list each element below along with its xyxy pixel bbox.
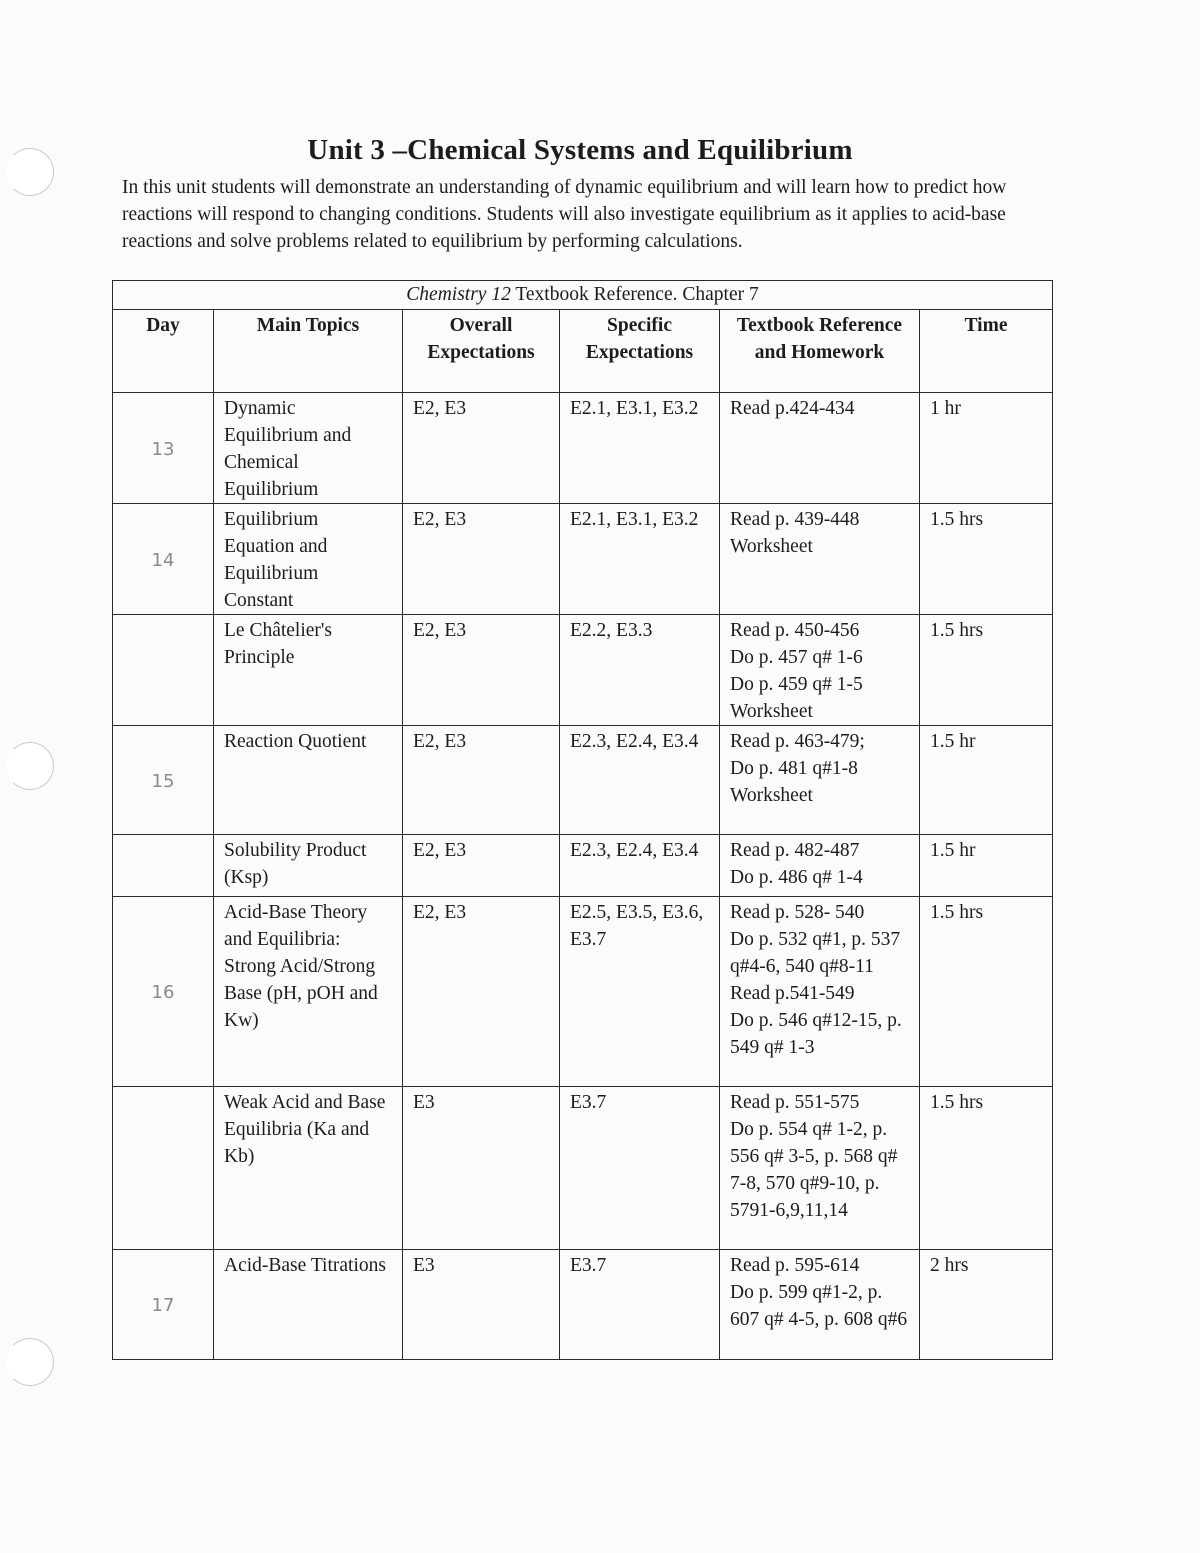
time-cell: 2 hrs xyxy=(920,1250,1053,1360)
day-cell: 14 xyxy=(113,504,214,615)
textbook-homework-cell: Read p. 551-575 Do p. 554 q# 1-2, p. 556 q# 3-5, p. 568 q# 7-8, 570 q#9-10, p. 5791-6,9,11,14 xyxy=(720,1087,920,1250)
specific-expectations-cell: E2.2, E3.3 xyxy=(560,615,720,726)
specific-expectations-cell: E2.3, E2.4, E3.4 xyxy=(560,835,720,897)
topic-cell: Dynamic Equilibrium and Chemical Equilibrium xyxy=(214,393,403,504)
time-cell: 1.5 hr xyxy=(920,835,1053,897)
specific-expectations-cell: E2.5, E3.5, E3.6, E3.7 xyxy=(560,897,720,1087)
table-row xyxy=(113,393,1053,504)
table-body xyxy=(113,393,1053,1360)
topic-cell: Le Châtelier's Principle xyxy=(214,615,403,726)
specific-expectations-cell: E3.7 xyxy=(560,1087,720,1250)
textbook-reference-text: Textbook Reference. Chapter 7 xyxy=(510,284,759,305)
overall-expectations-cell: E2, E3 xyxy=(403,897,560,1087)
time-cell: 1 hr xyxy=(920,393,1053,504)
specific-expectations-cell: E2.1, E3.1, E3.2 xyxy=(560,393,720,504)
day-cell: 17 xyxy=(113,1250,214,1360)
table-header-row xyxy=(113,310,1053,393)
time-cell: 1.5 hrs xyxy=(920,615,1053,726)
punch-hole-bottom xyxy=(6,1338,54,1386)
day-cell xyxy=(113,615,214,726)
header-day: Day xyxy=(113,310,214,393)
overall-expectations-cell: E3 xyxy=(403,1087,560,1250)
topic-cell: Weak Acid and Base Equilibria (Ka and Kb) xyxy=(214,1087,403,1250)
specific-expectations-cell: E3.7 xyxy=(560,1250,720,1360)
textbook-reference xyxy=(113,281,1053,310)
textbook-homework-cell: Read p. 482-487 Do p. 486 q# 1-4 xyxy=(720,835,920,897)
topic-cell: Acid-Base Theory and Equilibria: Strong Acid/Strong Base (pH, pOH and Kw) xyxy=(214,897,403,1087)
table-row xyxy=(113,615,1053,726)
time-cell: 1.5 hrs xyxy=(920,504,1053,615)
overall-expectations-cell: E2, E3 xyxy=(403,726,560,835)
time-cell: 1.5 hrs xyxy=(920,1087,1053,1250)
day-cell: 13 xyxy=(113,393,214,504)
topic-cell: Solubility Product (Ksp) xyxy=(214,835,403,897)
table-row xyxy=(113,726,1053,835)
header-main-topics: Main Topics xyxy=(214,310,403,393)
overall-expectations-cell: E2, E3 xyxy=(403,504,560,615)
textbook-homework-cell: Read p. 595-614 Do p. 599 q#1-2, p. 607 q# 4-5, p. 608 q#6 xyxy=(720,1250,920,1360)
time-cell: 1.5 hr xyxy=(920,726,1053,835)
specific-expectations-cell: E2.1, E3.1, E3.2 xyxy=(560,504,720,615)
textbook-homework-cell: Read p.424-434 xyxy=(720,393,920,504)
table-row xyxy=(113,897,1053,1087)
day-cell xyxy=(113,1087,214,1250)
day-cell: 15 xyxy=(113,726,214,835)
punch-hole-middle xyxy=(6,742,54,790)
topic-cell: Reaction Quotient xyxy=(214,726,403,835)
overall-expectations-cell: E2, E3 xyxy=(403,615,560,726)
header-specific-expectations: Specific Expectations xyxy=(560,310,720,393)
time-cell: 1.5 hrs xyxy=(920,897,1053,1087)
table-row xyxy=(113,1087,1053,1250)
day-cell: 16 xyxy=(113,897,214,1087)
textbook-reference-row xyxy=(113,281,1053,310)
unit-plan-table xyxy=(112,280,1053,1360)
textbook-homework-cell: Read p. 463-479; Do p. 481 q#1-8 Worksheet xyxy=(720,726,920,835)
textbook-title: Chemistry 12 xyxy=(406,284,511,305)
header-textbook-reference: Textbook Reference and Homework xyxy=(720,310,920,393)
textbook-homework-cell: Read p. 450-456 Do p. 457 q# 1-6 Do p. 459 q# 1-5 Worksheet xyxy=(720,615,920,726)
textbook-homework-cell: Read p. 439-448 Worksheet xyxy=(720,504,920,615)
table-row xyxy=(113,504,1053,615)
day-cell xyxy=(113,835,214,897)
table-row xyxy=(113,1250,1053,1360)
specific-expectations-cell: E2.3, E2.4, E3.4 xyxy=(560,726,720,835)
intro-paragraph: In this unit students will demonstrate an understanding of dynamic equilibrium and will learn how to predict how reactions will respond to changing conditions. Students will also investigate equilibrium as it applies to acid-base reactions and solve problems related to equilibrium by performing calculations. xyxy=(122,177,1007,252)
page-title: Unit 3 –Chemical Systems and Equilibrium xyxy=(307,134,853,166)
topic-cell: Acid-Base Titrations xyxy=(214,1250,403,1360)
header-overall-expectations: Overall Expectations xyxy=(403,310,560,393)
table-row xyxy=(113,835,1053,897)
header-time: Time xyxy=(920,310,1053,393)
overall-expectations-cell: E3 xyxy=(403,1250,560,1360)
textbook-homework-cell: Read p. 528- 540 Do p. 532 q#1, p. 537 q#4-6, 540 q#8-11 Read p.541-549 Do p. 546 q#12-15, p. 549 q# 1-3 xyxy=(720,897,920,1087)
topic-cell: Equilibrium Equation and Equilibrium Constant xyxy=(214,504,403,615)
overall-expectations-cell: E2, E3 xyxy=(403,835,560,897)
overall-expectations-cell: E2, E3 xyxy=(403,393,560,504)
